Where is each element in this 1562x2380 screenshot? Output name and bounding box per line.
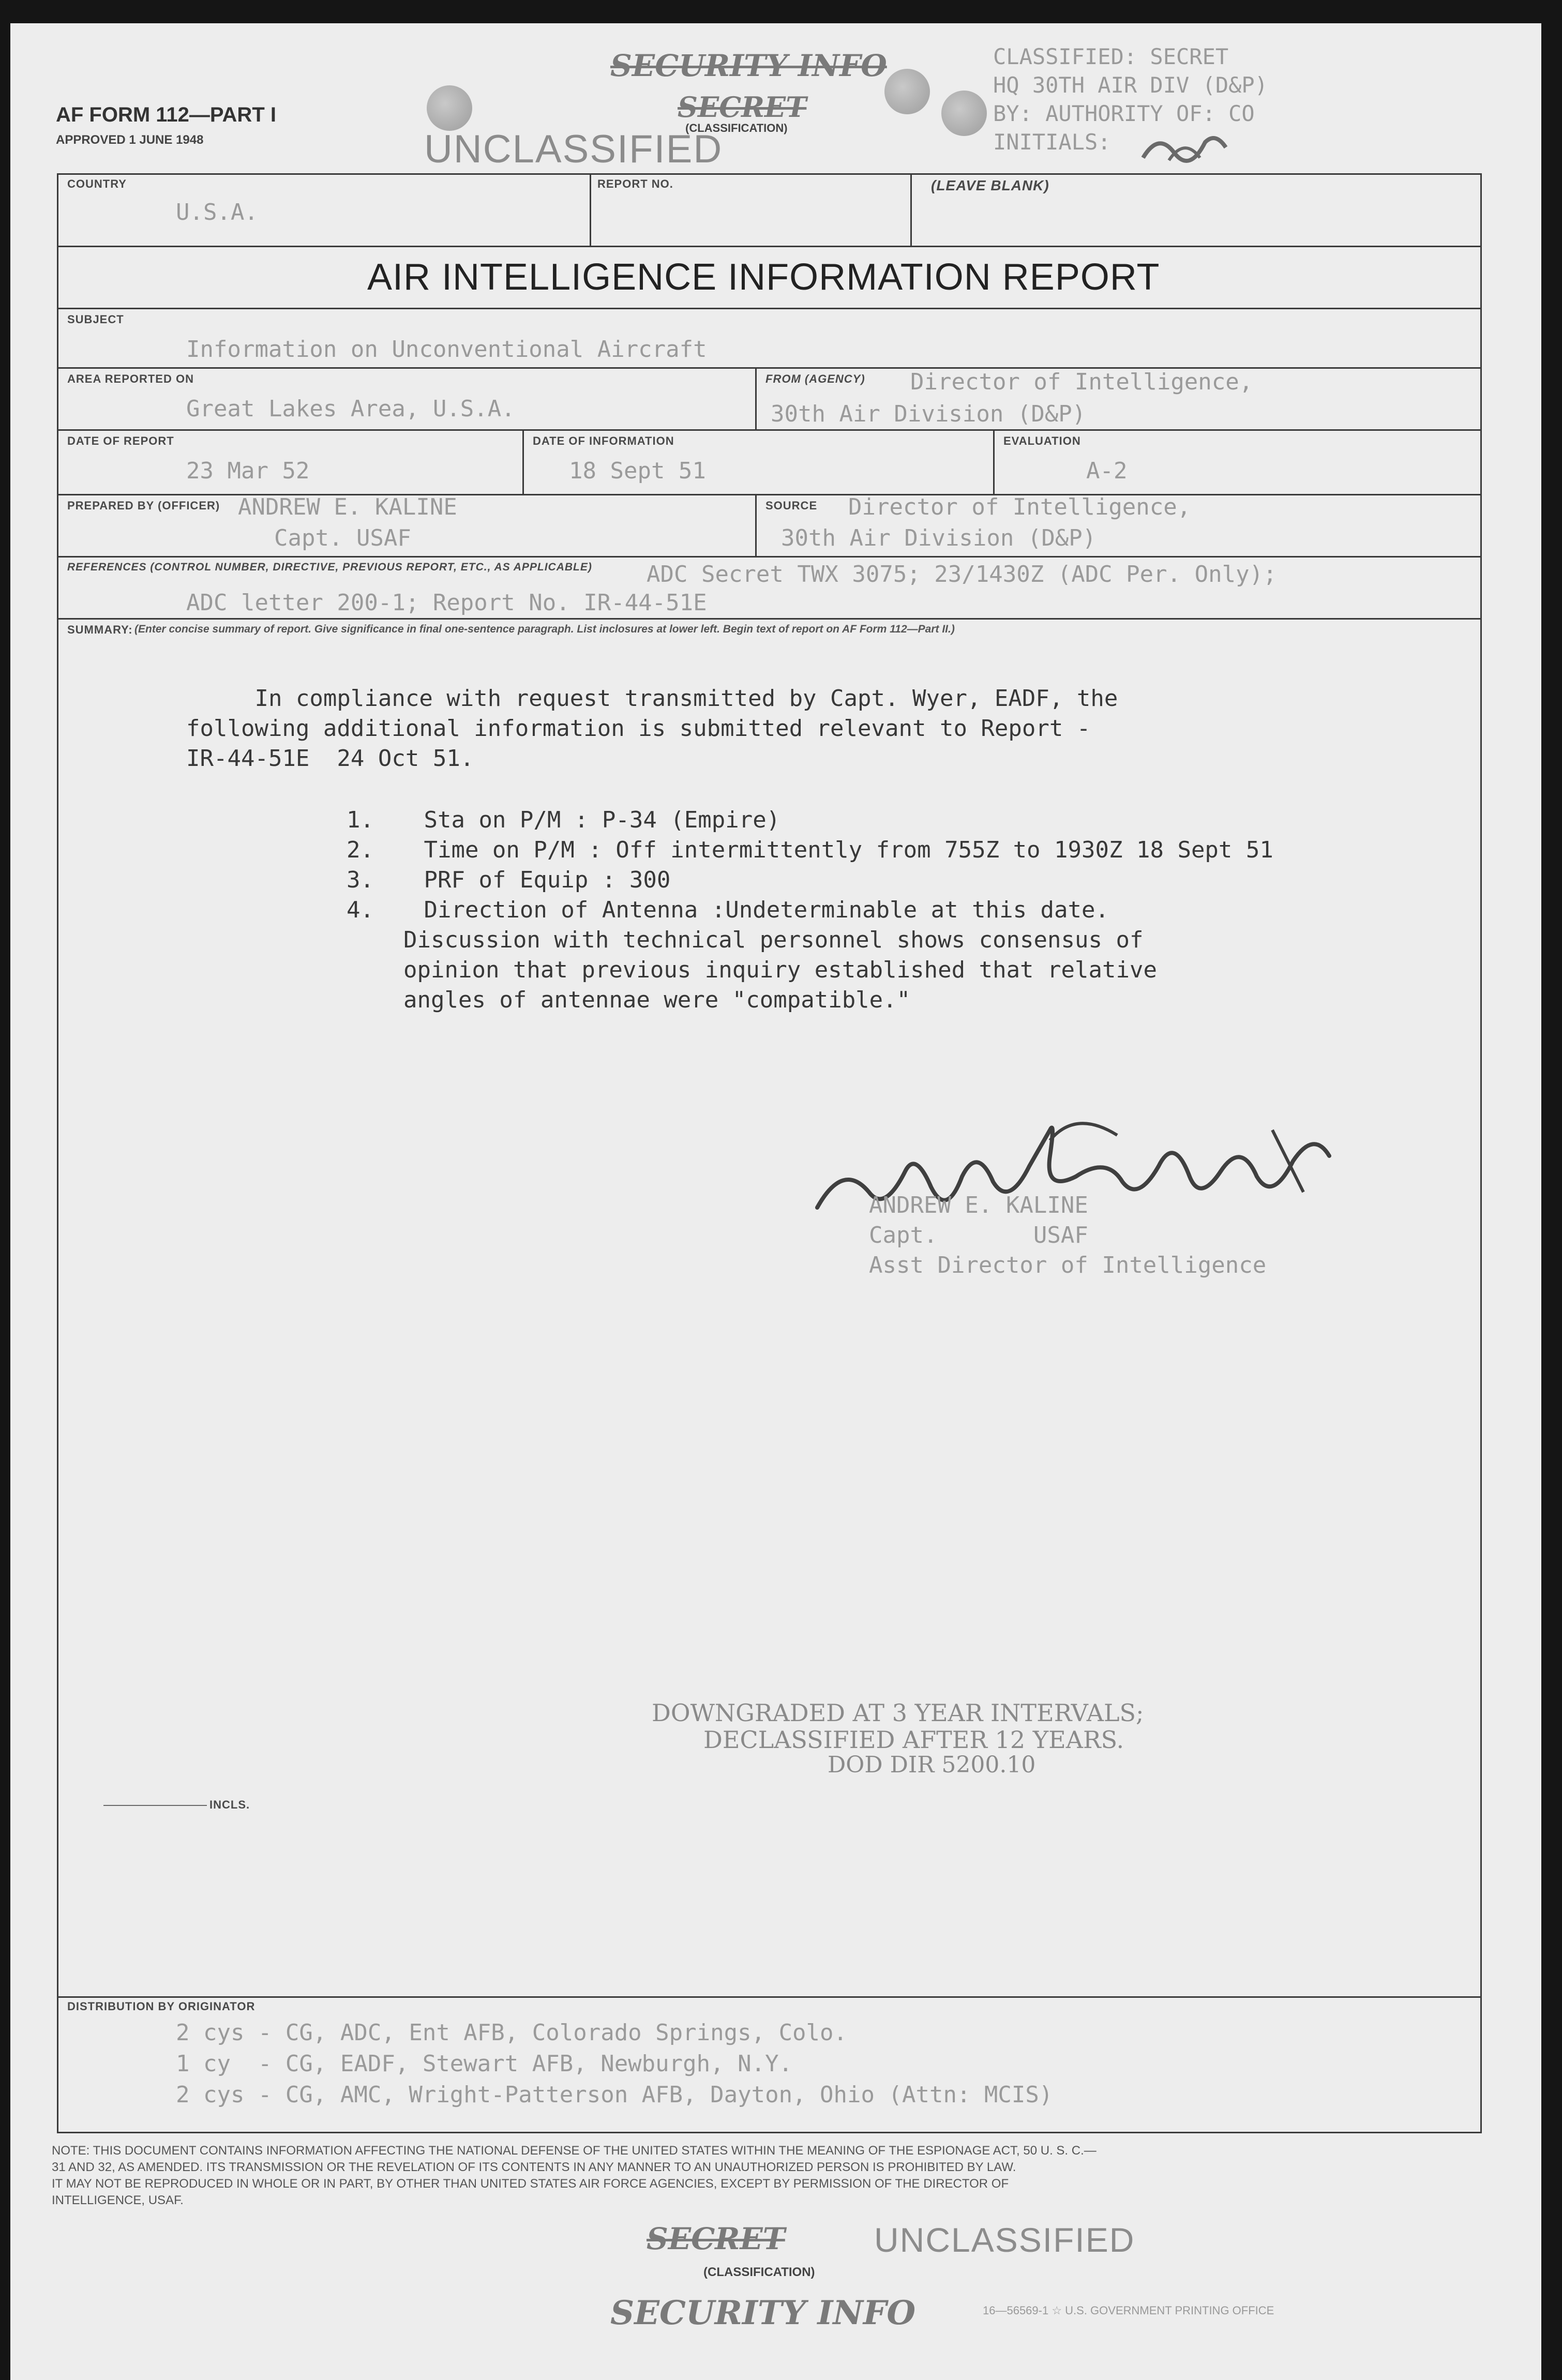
form-number: AF FORM 112—PART I bbox=[56, 103, 276, 126]
report-title: AIR INTELLIGENCE INFORMATION REPORT bbox=[367, 257, 1160, 298]
from-value-2: 30th Air Division (D&P) bbox=[771, 401, 1086, 427]
unclassified-stamp-top: UNCLASSIFIED bbox=[424, 127, 723, 171]
distribution-line-2: 1 cy - CG, EADF, Stewart AFB, Newburgh, N.Y. bbox=[176, 2051, 793, 2077]
subject-value: Information on Unconventional Aircraft bbox=[186, 336, 707, 363]
prepared-by-value-1: ANDREW E. KALINE bbox=[238, 494, 457, 520]
divider bbox=[57, 1996, 1482, 1998]
approved-date: APPROVED 1 JUNE 1948 bbox=[56, 133, 204, 147]
security-info-bottom: SECURITY INFO bbox=[610, 2294, 916, 2332]
report-no-label: REPORT NO. bbox=[597, 177, 673, 190]
downgrade-stamp-line-2: DECLASSIFIED AFTER 12 YEARS. bbox=[703, 1726, 1124, 1754]
initials-scribble bbox=[1138, 122, 1236, 168]
prepared-by-label: PREPARED BY (OFFICER) bbox=[67, 499, 220, 512]
country-value: U.S.A. bbox=[176, 199, 258, 225]
list-item bbox=[347, 867, 670, 893]
summary-instructions: (Enter concise summary of report. Give significance in final one-sentence paragraph. List inclosures at lower left. Begin text of report on AF Form 112—Part II.) bbox=[134, 623, 955, 635]
item4-continuation-2: opinion that previous inquiry established that relative bbox=[403, 957, 1157, 983]
divider bbox=[590, 173, 591, 246]
incls-label: INCLS. bbox=[209, 1798, 250, 1811]
distribution-label: DISTRIBUTION BY ORIGINATOR bbox=[67, 2000, 256, 2013]
divider bbox=[57, 246, 1482, 247]
divider bbox=[522, 429, 524, 494]
divider bbox=[57, 556, 1482, 558]
unclassified-stamp-bottom: UNCLASSIFIED bbox=[874, 2221, 1135, 2259]
printing-office: 16—56569-1 ☆ U.S. GOVERNMENT PRINTING OFFICE bbox=[983, 2304, 1274, 2317]
notice-line-4: INTELLIGENCE, USAF. bbox=[52, 2193, 184, 2207]
subject-label: SUBJECT bbox=[67, 313, 124, 326]
evaluation-value: A-2 bbox=[1086, 458, 1128, 484]
divider bbox=[57, 308, 1482, 309]
divider bbox=[910, 173, 912, 246]
source-value-1: Director of Intelligence, bbox=[848, 494, 1191, 520]
incls-line bbox=[103, 1805, 207, 1806]
punch-hole-right bbox=[941, 91, 987, 136]
date-of-info-label: DATE OF INFORMATION bbox=[533, 434, 674, 447]
list-item bbox=[347, 897, 1109, 923]
divider bbox=[57, 429, 1482, 431]
list-item-number: 1. bbox=[347, 807, 374, 833]
source-label: SOURCE bbox=[765, 499, 818, 512]
classification-label-bottom: (CLASSIFICATION) bbox=[703, 2265, 815, 2279]
body-line-2: following additional information is submitted relevant to Report - bbox=[186, 715, 1091, 742]
divider bbox=[57, 618, 1482, 620]
references-value-2: ADC letter 200-1; Report No. IR-44-51E bbox=[186, 590, 707, 616]
notice-line-1: NOTE: THIS DOCUMENT CONTAINS INFORMATION AFFECTING THE NATIONAL DEFENSE OF THE UNITED STATES WITHIN THE MEANING OF THE ESPIONAGE ACT, 50 U. S. C.— bbox=[52, 2144, 1097, 2158]
list-item-text: Sta on P/M : P-34 (Empire) bbox=[424, 807, 780, 833]
date-of-info-value: 18 Sept 51 bbox=[569, 458, 706, 484]
from-value-1: Director of Intelligence, bbox=[910, 369, 1253, 395]
signature-name: ANDREW E. KALINE bbox=[869, 1192, 1088, 1218]
list-item-number: 2. bbox=[347, 837, 374, 863]
downgrade-stamp-line-3: DOD DIR 5200.10 bbox=[828, 1752, 1036, 1778]
references-value-1: ADC Secret TWX 3075; 23/1430Z (ADC Per. Only); bbox=[647, 561, 1277, 588]
distribution-line-3: 2 cys - CG, AMC, Wright-Patterson AFB, Dayton, Ohio (Attn: MCIS) bbox=[176, 2082, 1053, 2108]
classified-stamp-line-1: CLASSIFIED: SECRET bbox=[993, 44, 1229, 69]
summary-label: SUMMARY: bbox=[67, 623, 133, 636]
date-of-report-value: 23 Mar 52 bbox=[186, 458, 310, 484]
list-item-number: 4. bbox=[347, 897, 374, 923]
leave-blank-label: (LEAVE BLANK) bbox=[931, 177, 1049, 193]
signature-title: Asst Director of Intelligence bbox=[869, 1252, 1267, 1278]
list-item-text: Direction of Antenna :Undeterminable at this date. bbox=[424, 897, 1109, 923]
punch-hole-center bbox=[884, 69, 930, 114]
prepared-by-value-2: Capt. USAF bbox=[274, 525, 411, 551]
country-label: COUNTRY bbox=[67, 177, 127, 190]
classification-label-top: (CLASSIFICATION) bbox=[685, 122, 788, 134]
notice-line-3: IT MAY NOT BE REPRODUCED IN WHOLE OR IN PART, BY OTHER THAN UNITED STATES AIR FORCE AGENCIES, EXCEPT BY PERMISSION OF THE DIRECTOR OF bbox=[52, 2177, 1009, 2191]
downgrade-stamp-line-1: DOWNGRADED AT 3 YEAR INTERVALS; bbox=[652, 1699, 1144, 1727]
classified-stamp-line-3: BY: AUTHORITY OF: CO bbox=[993, 101, 1255, 126]
source-value-2: 30th Air Division (D&P) bbox=[781, 525, 1097, 551]
from-label: FROM (AGENCY) bbox=[765, 372, 865, 385]
references-label: REFERENCES (CONTROL NUMBER, DIRECTIVE, PREVIOUS REPORT, ETC., AS APPLICABLE) bbox=[67, 561, 592, 573]
evaluation-label: EVALUATION bbox=[1003, 434, 1081, 447]
list-item-text: PRF of Equip : 300 bbox=[424, 867, 671, 893]
divider bbox=[755, 367, 757, 429]
divider bbox=[57, 367, 1482, 369]
secret-classification-top: SECRET bbox=[678, 91, 807, 124]
list-item-number: 3. bbox=[347, 867, 374, 893]
body-line-1: In compliance with request transmitted by Capt. Wyer, EADF, the bbox=[186, 685, 1118, 712]
area-label: AREA REPORTED ON bbox=[67, 372, 194, 385]
area-value: Great Lakes Area, U.S.A. bbox=[186, 396, 515, 422]
date-of-report-label: DATE OF REPORT bbox=[67, 434, 174, 447]
punch-hole-left bbox=[427, 85, 472, 131]
item4-continuation-1: Discussion with technical personnel shows consensus of bbox=[403, 927, 1144, 953]
list-item bbox=[347, 807, 780, 833]
divider bbox=[993, 429, 995, 494]
divider bbox=[755, 494, 757, 556]
notice-line-2: 31 AND 32, AS AMENDED. ITS TRANSMISSION OR THE REVELATION OF ITS CONTENTS IN ANY MANNER TO AN UNAUTHORIZED PERSON IS PROHIBITED BY LAW. bbox=[52, 2160, 1016, 2174]
item4-continuation-3: angles of antennae were "compatible." bbox=[403, 987, 911, 1013]
list-item bbox=[347, 837, 1273, 863]
body-line-3: IR-44-51E 24 Oct 51. bbox=[186, 745, 474, 772]
distribution-line-1: 2 cys - CG, ADC, Ent AFB, Colorado Springs, Colo. bbox=[176, 2020, 848, 2046]
signature-rank: Capt. USAF bbox=[869, 1222, 1088, 1248]
document-page bbox=[10, 23, 1541, 2380]
secret-classification-bottom: SECRET bbox=[647, 2221, 785, 2256]
classified-stamp-line-2: HQ 30TH AIR DIV (D&P) bbox=[993, 72, 1268, 98]
list-item-text: Time on P/M : Off intermittently from 755Z to 1930Z 18 Sept 51 bbox=[424, 837, 1273, 863]
classified-stamp-line-4: INITIALS: bbox=[993, 129, 1111, 155]
security-info-top: SECURITY INFO bbox=[610, 48, 887, 83]
